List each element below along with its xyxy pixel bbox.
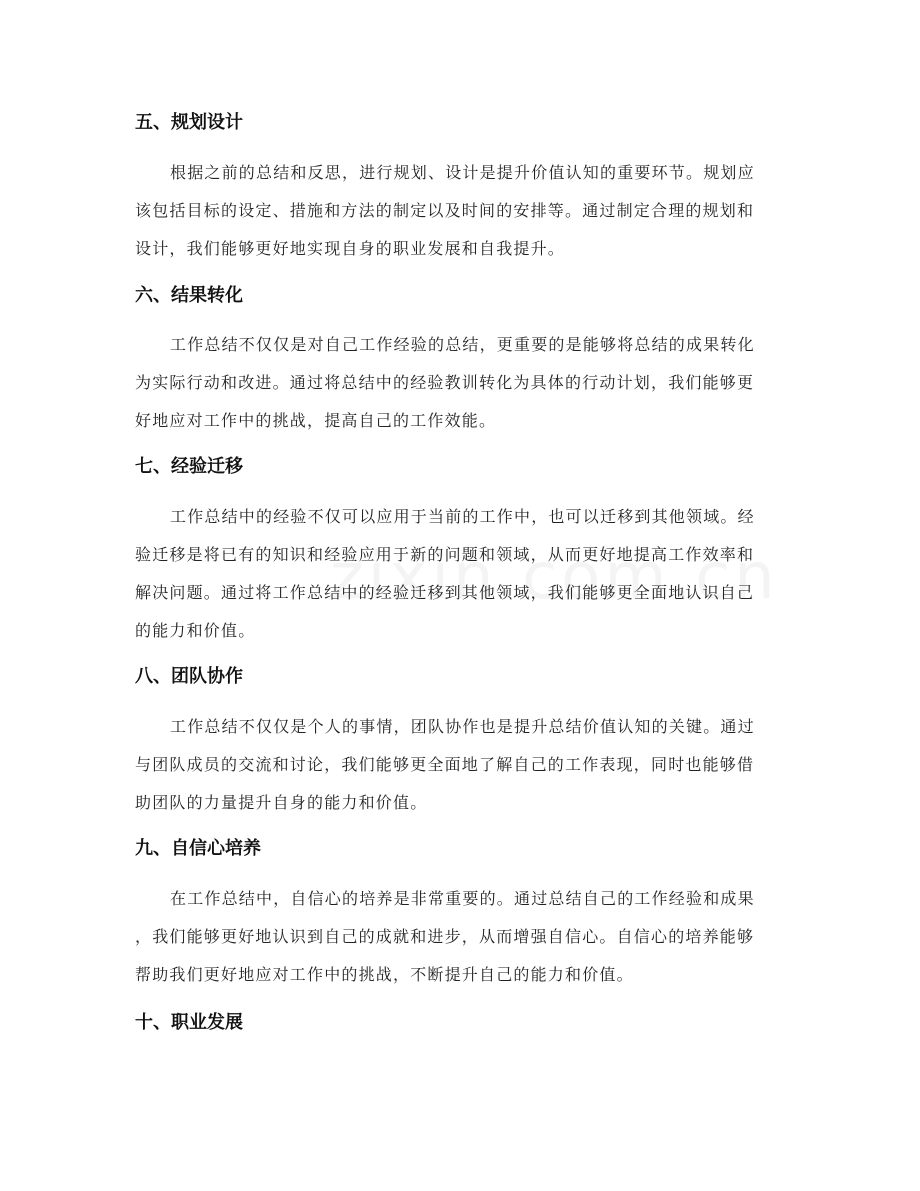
paragraph-line: 该包括目标的设定、措施和方法的制定以及时间的安排等。通过制定合理的规划和 — [135, 201, 755, 220]
paragraph-line: 工作总结不仅仅是个人的事情，团队协作也是提升总结价值认知的关键。通过 — [170, 717, 755, 736]
paragraph-line: 设计，我们能够更好地实现自身的职业发展和自我提升。 — [135, 239, 566, 258]
paragraph-line: 工作总结中的经验不仅可以应用于当前的工作中，也可以迁移到其他领域。经 — [170, 507, 755, 526]
section-body-6 — [135, 326, 795, 440]
section-heading-6: 六、结果转化 — [135, 285, 243, 306]
paragraph-line: 根据之前的总结和反思，进行规划、设计是提升价值认知的重要环节。规划应 — [170, 163, 755, 182]
paragraph-line: 好地应对工作中的挑战，提高自己的工作效能。 — [135, 411, 497, 430]
paragraph-line: 帮助我们更好地应对工作中的挑战，不断提升自己的能力和价值。 — [135, 965, 634, 984]
paragraph-line: 助团队的力量提升自身的能力和价值。 — [135, 793, 428, 812]
paragraph-line: ，我们能够更好地认识到自己的成就和进步，从而增强自信心。自信心的培养能够 — [135, 927, 755, 946]
section-body-5 — [135, 154, 795, 268]
section-heading-10: 十、职业发展 — [135, 1012, 243, 1033]
paragraph-line: 验迁移是将已有的知识和经验应用于新的问题和领域，从而更好地提高工作效率和 — [135, 545, 755, 564]
section-heading-8: 八、团队协作 — [135, 666, 243, 687]
section-heading-7: 七、经验迁移 — [135, 456, 243, 477]
section-heading-9: 九、自信心培养 — [135, 838, 261, 859]
section-body-7 — [135, 498, 795, 650]
paragraph-line: 为实际行动和改进。通过将总结中的经验教训转化为具体的行动计划，我们能够更 — [135, 373, 755, 392]
paragraph-line: 工作总结不仅仅是对自己工作经验的总结，更重要的是能够将总结的成果转化 — [170, 335, 755, 354]
section-body-8 — [135, 708, 795, 822]
section-body-9 — [135, 880, 795, 994]
paragraph-line: 与团队成员的交流和讨论，我们能够更全面地了解自己的工作表现，同时也能够借 — [135, 755, 755, 774]
section-heading-5: 五、规划设计 — [135, 112, 243, 133]
paragraph-line: 的能力和价值。 — [135, 621, 256, 640]
paragraph-line: 在工作总结中，自信心的培养是非常重要的。通过总结自己的工作经验和成果 — [170, 889, 755, 908]
paragraph-line: 解决问题。通过将工作总结中的经验迁移到其他领域，我们能够更全面地认识自己 — [135, 583, 755, 602]
